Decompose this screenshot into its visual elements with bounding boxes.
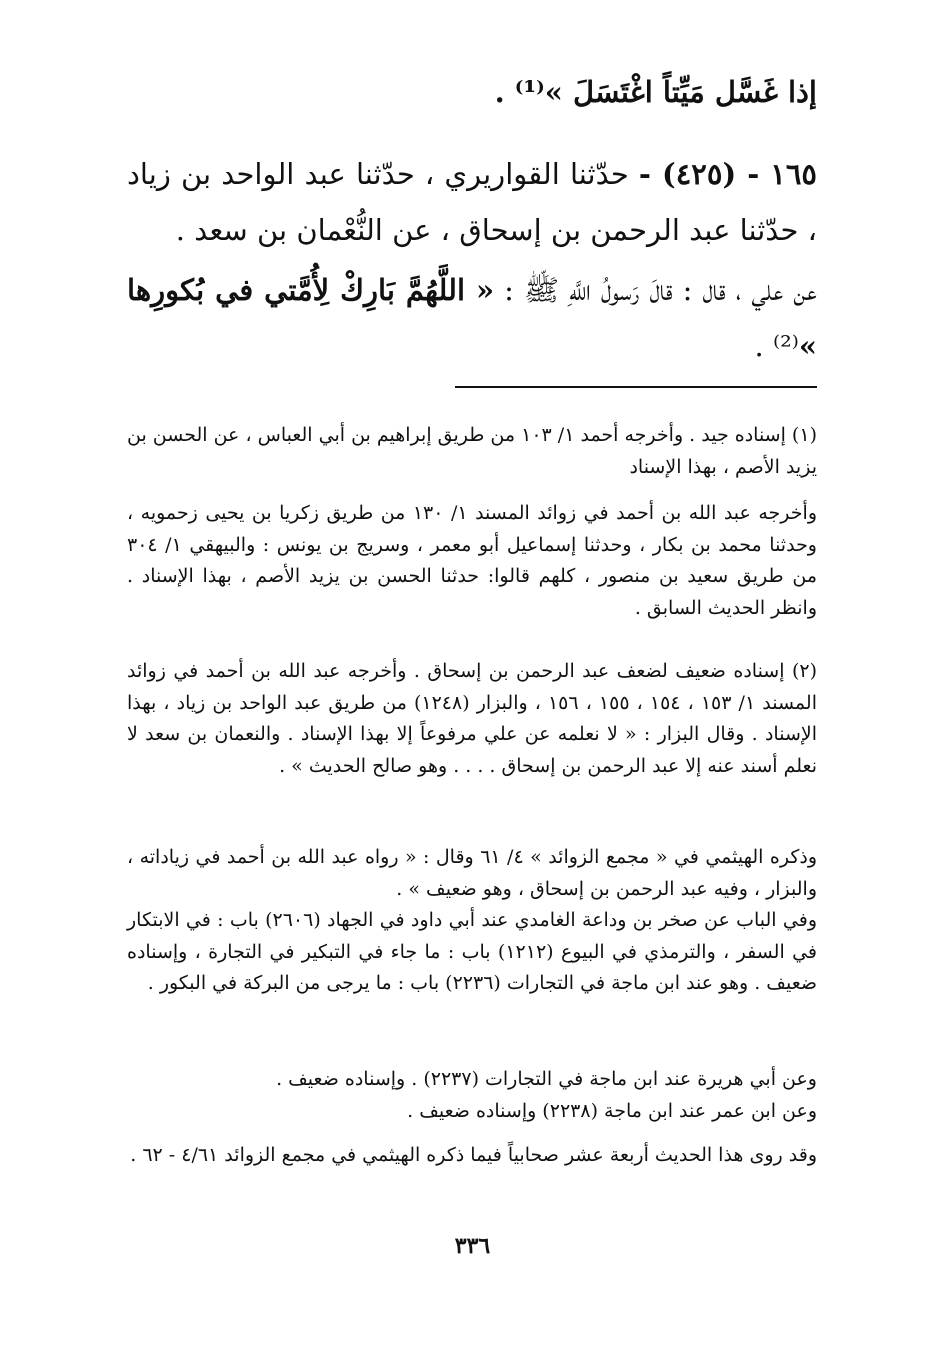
- footnote-2-conclusion: وقد روى هذا الحديث أربعة عشر صحابياً فيما ذكره الهيثمي في مجمع الزوائد ٤/٦١ - ٦٢ .: [130, 1144, 817, 1166]
- footnote-2-ibn-umar: وعن ابن عمر عند ابن ماجة (٢٢٣٨) وإسناده ضعيف .: [407, 1100, 817, 1122]
- main-text-line: إذا غَسَّل مَيِّتاً اغْتَسَلَ »⁽¹⁾ .: [494, 75, 817, 109]
- footnote-2-abu-hurayra: وعن أبي هريرة عند ابن ماجة في التجارات (٢٢٣٧) . وإسناده ضعيف .: [276, 1068, 817, 1090]
- hadith-text: [127, 262, 817, 374]
- footnote-2-haythami: وذكره الهيثمي في « مجمع الزوائد » ٤/ ٦١ وقال : « رواه عبد الله بن أحمد في زياداته ، والبزار ، وفيه عبد الرحمن بن إسحاق ، وهو ضعيف » .: [127, 846, 817, 900]
- hadith-quote: « اللَّهُمَّ بَارِكْ لِأُمَّتي في بُكورِها »: [127, 273, 817, 363]
- hadith-165: [127, 146, 817, 258]
- hadith-number: ١٦٥ - (٤٢٥) -: [638, 157, 817, 191]
- footnote-2-bab: وفي الباب عن صخر بن وداعة الغامدي عند أبي داود في الجهاد (٢٦٠٦) باب : في الابتكار في السفر ، والترمذي في البيوع (١٢١٢) باب : ما جاء في التبكير في التجارة ، وإسناده ضعيف . وهو عند ابن ماجة في التجارات (٢٢٣٦) باب : ما يرجى من البركة في البكور .: [127, 909, 818, 994]
- hadith-narration: عن علي ، قال : قالَ رَسولُ اللَّهِ ﷺ :: [494, 273, 817, 307]
- footnote-ref: ⁽²⁾ .: [754, 329, 799, 363]
- footnote-1: (١) إسناده جيد . وأخرجه أحمد ١/ ١٠٣ من طريق إبراهيم بن أبي العباس ، عن الحسن بن يزيد الأصم ، بهذا الإسناد: [127, 424, 817, 478]
- hadith-chain: حدّثنا القواريري ، حدّثنا عبد الواحد بن زياد ، حدّثنا عبد الرحمن بن إسحاق ، عن النُّعْمان بن سعد .: [127, 157, 817, 247]
- footnote-divider: [455, 386, 817, 388]
- footnote-2: (٢) إسناده ضعيف لضعف عبد الرحمن بن إسحاق . وأخرجه عبد الله بن أحمد في زوائد المسند ١/ ١٥٣ ، ١٥٤ ، ١٥٥ ، ١٥٦ ، والبزار (١٢٤٨) من طريق عبد الواحد بن زياد ، بهذا الإسناد . وقال البزار : « لا نعلمه عن علي مرفوعاً إلا بهذا الإسناد . والنعمان بن سعد لا نعلم أسند عنه إلا عبد الرحمن بن إسحاق . . . . وهو صالح الحديث » .: [127, 660, 817, 777]
- page-number: ٣٣٦: [454, 1233, 491, 1259]
- footnote-1-cont: وأخرجه عبد الله بن أحمد في زوائد المسند ١/ ١٣٠ من طريق زكريا بن يحيى زحمويه ، وحدثنا محمد بن بكار ، وحدثنا إسماعيل أبو معمر ، وسريج بن يونس : والبيهقي ١/ ٣٠٤ من طريق سعيد بن منصور ، كلهم قالوا: حدثنا الحسن بن يزيد الأصم ، بهذا الإسناد . وانظر الحديث السابق .: [127, 502, 817, 619]
